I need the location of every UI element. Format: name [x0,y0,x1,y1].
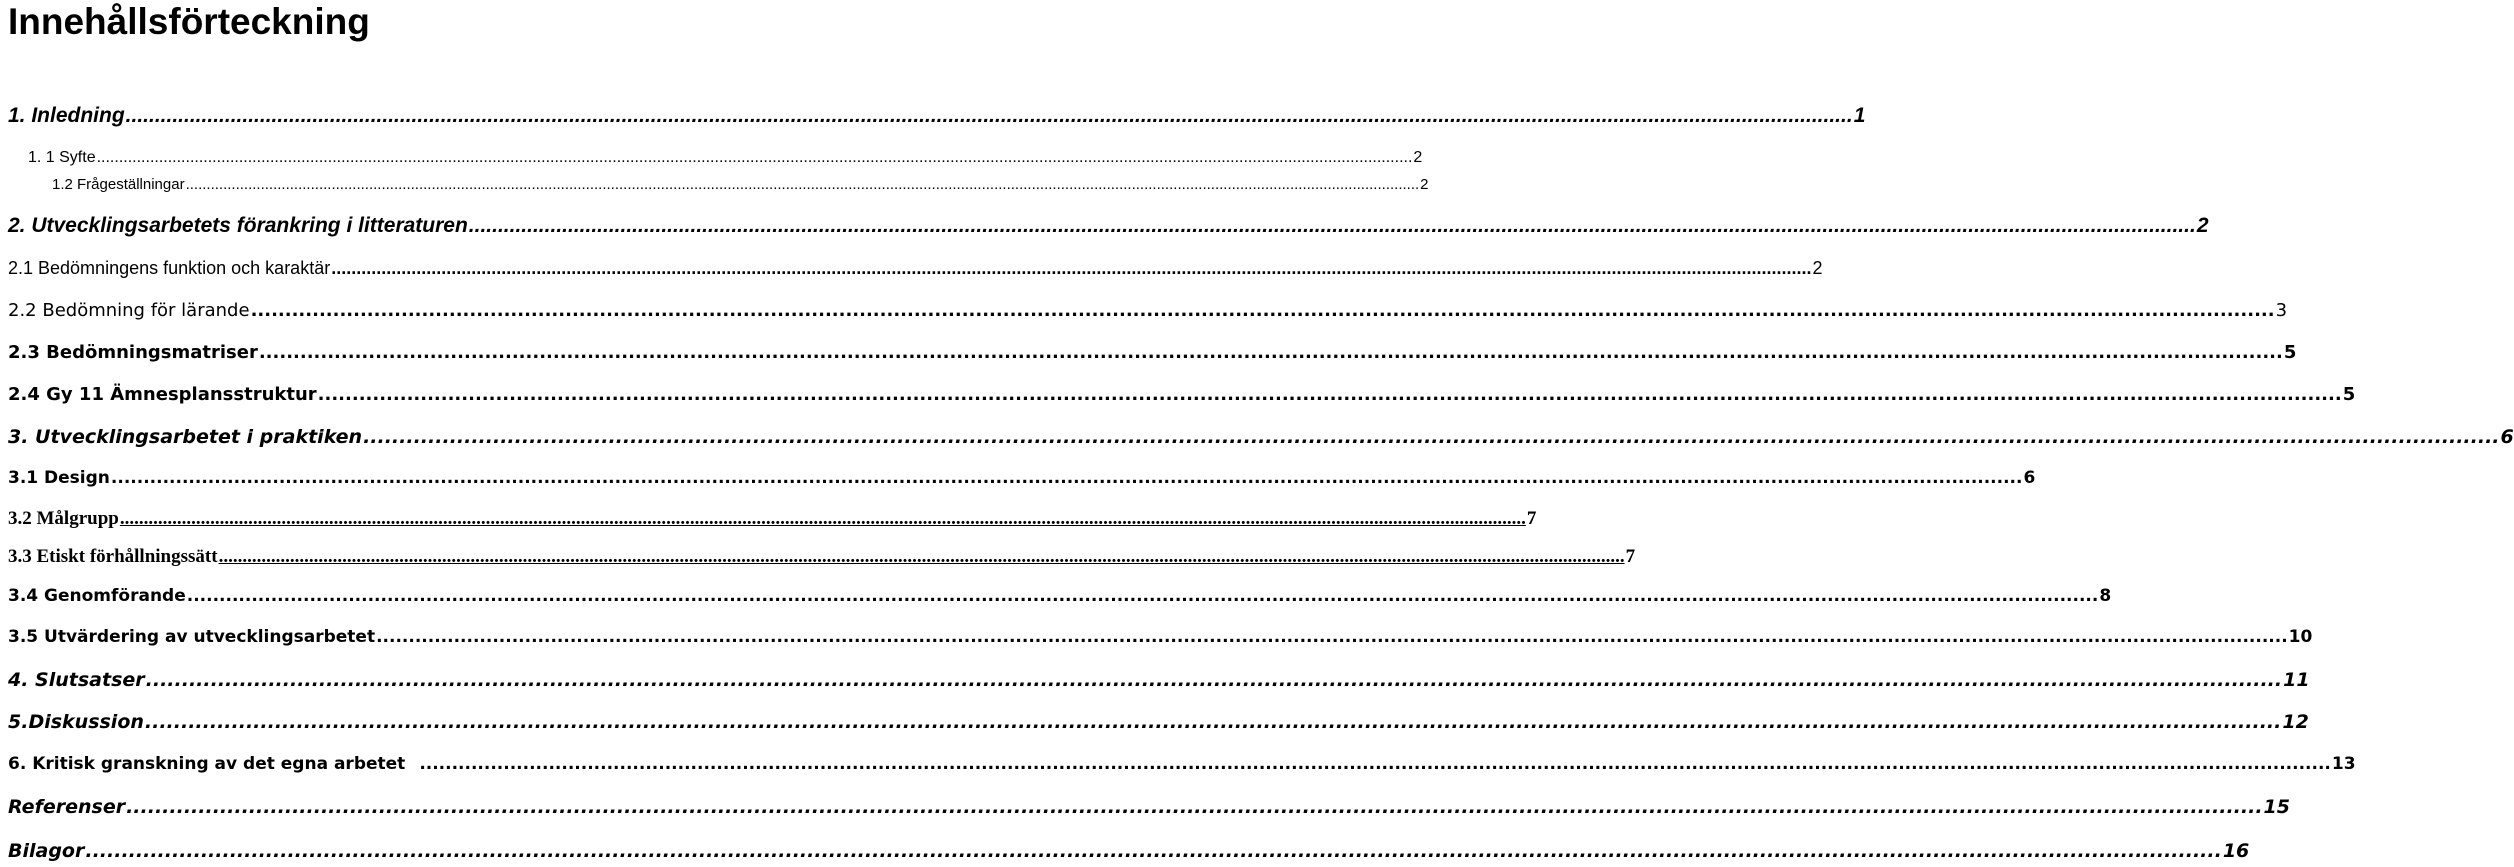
toc-entry-etiskt-forhallningssatt[interactable] [8,546,1636,568]
toc-entry-page: 8 [2099,586,2112,606]
toc-leader-dots [363,426,2499,448]
toc-entry-label: 3.5 Utvärdering av utvecklingsarbetet [8,627,376,647]
toc-leader-dots [259,342,2283,363]
toc-entry-label: 5.Diskussion [8,711,144,733]
toc-entry-bedomningsmatriser[interactable] [8,342,2297,363]
toc-entry-forankring[interactable] [8,214,2209,238]
toc-leader-dots [97,149,1413,167]
toc-entry-page: 3 [2275,300,2288,321]
toc-entry-label: Bilagor [8,840,85,862]
toc-entry-label: Referenser [8,796,126,818]
toc-entry-label: 2.3 Bedömningsmatriser [8,342,258,363]
toc-entry-page: 7 [1526,508,1537,529]
toc-leader-dots [111,468,2023,488]
toc-entry-label: 3.3 Etiskt förhållningssätt [8,546,218,567]
toc-leader-dots [376,627,2288,647]
toc-entry-page: 6 [2500,426,2514,448]
toc-entry-amnesplansstruktur[interactable] [8,384,2356,405]
toc-entry-label: 2.1 Bedömningens funktion och karaktär [8,258,331,278]
toc-entry-malgrupp[interactable] [8,508,1537,530]
toc-entry-label: 1. 1 Syfte [28,149,96,166]
toc-leader-dots [85,840,2221,862]
toc-leader-dots [145,711,2281,733]
toc-entry-bilagor[interactable] [8,840,2250,862]
toc-leader-dots [187,586,2099,606]
toc-entry-page: 6 [2023,468,2036,488]
toc-entry-page: 2 [2196,214,2209,237]
toc-entry-page: 15 [2263,796,2290,818]
toc-entry-syfte[interactable] [28,149,1423,167]
toc-entry-label: 3. Utvecklingsarbetet i praktiken [8,426,363,448]
toc-entry-bedomning-for-larande[interactable] [8,300,2288,321]
toc-entry-page: 1 [1853,104,1866,127]
toc-entry-genomforande[interactable] [8,586,2112,606]
toc-leader-dots [126,796,2262,818]
toc-entry-referenser[interactable] [8,796,2290,818]
toc-leader-dots [419,754,2331,774]
toc-entry-utvecklingsarbetet-i-praktiken[interactable] [8,426,2514,448]
toc-entry-utvardering[interactable] [8,627,2313,647]
toc-entry-fragestallningar[interactable] [52,176,1429,193]
toc-entry-kritisk-granskning[interactable] [8,754,2356,774]
toc-entry-page: 12 [2282,711,2309,733]
toc-entry-design[interactable] [8,468,2036,488]
toc-entry-page: 10 [2288,627,2313,647]
toc-leader-dots [469,214,2196,238]
toc-entry-bedomningens-funktion[interactable] [8,258,1823,279]
toc-leader-dots [146,669,2282,691]
toc-entry-label: 2.2 Bedömning för lärande [8,300,250,321]
toc-leader-dots [126,104,1853,128]
toc-entry-label: 1.2 Frågeställningar [52,176,185,193]
toc-entry-label: 3.1 Design [8,468,110,488]
toc-entry-inledning[interactable] [8,104,1866,128]
toc-entry-page: 2 [1812,258,1823,278]
toc-entry-page: 11 [2283,669,2310,691]
page-title: Innehållsförteckning [8,1,370,42]
toc-entry-label: 3.4 Genomförande [8,586,186,606]
toc-entry-page: 13 [2331,754,2356,774]
toc-entry-page: 5 [2342,384,2356,405]
toc-entry-label: 4. Slutsatser [8,669,145,691]
toc-leader-dots [120,508,1526,530]
toc-leader-dots [219,546,1625,568]
toc-entry-page: 5 [2283,342,2297,363]
toc-entry-page: 7 [1625,546,1636,567]
toc-leader-dots [318,384,2342,405]
toc-leader-dots [251,300,2275,321]
toc-entry-label: 2. Utvecklingsarbetets förankring i litteraturen [8,214,468,237]
toc-entry-page: 2 [1413,149,1423,166]
toc-leader-dots [186,176,1420,193]
toc-entry-page: 16 [2222,840,2250,862]
toc-entry-label: 6. Kritisk granskning av det egna arbetet [8,754,406,774]
toc-entry-page: 2 [1420,176,1429,193]
toc-entry-label: 2.4 Gy 11 Ämnesplansstruktur [8,384,317,405]
toc-entry-label: 3.2 Målgrupp [8,508,119,529]
toc-entry-slutsatser[interactable] [8,669,2310,691]
toc-entry-diskussion[interactable] [8,711,2309,733]
toc-leader-dots [331,258,1811,279]
toc-entry-label: 1. Inledning [8,104,125,127]
